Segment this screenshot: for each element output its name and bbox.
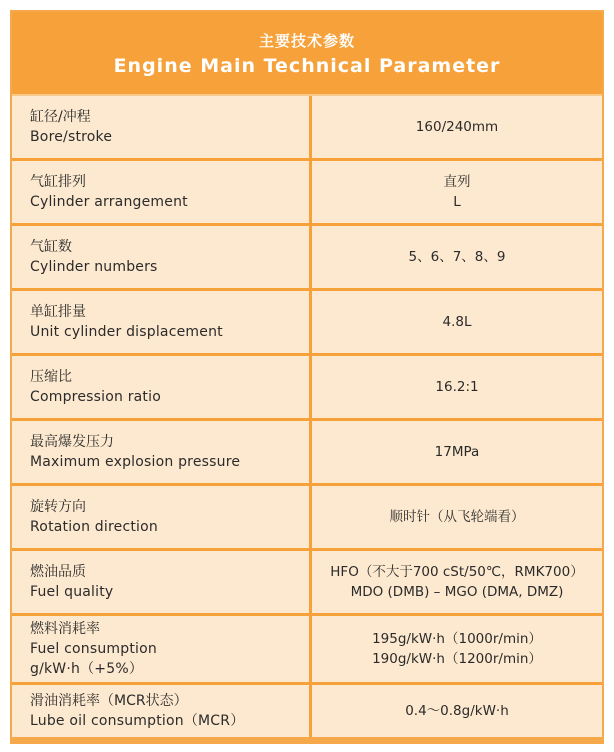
row-label <box>12 421 312 483</box>
row-value <box>312 486 602 548</box>
table-row <box>12 421 602 486</box>
label-en: Cylinder numbers <box>30 259 158 275</box>
label-zh: 单缸排量 <box>30 304 86 320</box>
table-row <box>12 161 602 226</box>
row-value <box>312 421 602 483</box>
label-zh: 最高爆发压力 <box>30 434 114 450</box>
value-line: MDO (DMB) – MGO (DMA, DMZ) <box>350 584 564 600</box>
value-line: 0.4～0.8g/kW·h <box>405 703 509 719</box>
value-line: 195g/kW·h（1000r/min） <box>372 631 542 647</box>
table-row <box>12 685 602 737</box>
row-label <box>12 685 312 737</box>
parameter-table <box>10 10 604 744</box>
label-en: Fuel consumption <box>30 641 157 657</box>
label-zh: 气缸数 <box>30 239 72 255</box>
row-value <box>312 96 602 158</box>
label-zh: 燃油品质 <box>30 564 86 580</box>
row-label <box>12 356 312 418</box>
row-label <box>12 616 312 682</box>
value-line: 190g/kW·h（1200r/min） <box>372 651 542 667</box>
table-row <box>12 96 602 161</box>
value-line: 16.2:1 <box>435 379 479 395</box>
label-en: Compression ratio <box>30 389 161 405</box>
label-unit: g/kW·h（+5%） <box>30 661 144 677</box>
label-zh: 压缩比 <box>30 369 72 385</box>
table-header <box>12 12 602 96</box>
label-zh: 气缸排列 <box>30 174 86 190</box>
value-line: L <box>453 194 461 210</box>
title-zh: 主要技术参数 <box>258 31 355 50</box>
table-row <box>12 226 602 291</box>
row-label <box>12 161 312 223</box>
row-label <box>12 486 312 548</box>
label-zh: 滑油消耗率（MCR状态） <box>30 693 188 709</box>
row-value <box>312 161 602 223</box>
value-line: 160/240mm <box>415 119 499 135</box>
value-line: HFO（不大于700 cSt/50℃，RMK700） <box>330 564 584 580</box>
value-line: 4.8L <box>442 314 472 330</box>
table-row <box>12 551 602 616</box>
table-row <box>12 291 602 356</box>
value-line: 5、6、7、8、9 <box>408 249 506 265</box>
row-value <box>312 616 602 682</box>
label-en: Bore/stroke <box>30 129 113 145</box>
row-label <box>12 551 312 613</box>
row-label <box>12 96 312 158</box>
table-row <box>12 616 602 685</box>
table-row <box>12 356 602 421</box>
row-value <box>312 685 602 737</box>
table-row <box>12 486 602 551</box>
label-en: Fuel quality <box>30 584 114 600</box>
row-value <box>312 356 602 418</box>
label-en: Cylinder arrangement <box>30 194 188 210</box>
label-en: Maximum explosion pressure <box>30 454 241 470</box>
title-en: Engine Main Technical Parameter <box>113 54 501 77</box>
label-zh: 旋转方向 <box>30 499 86 515</box>
label-zh: 缸径/冲程 <box>30 109 91 125</box>
row-value <box>312 291 602 353</box>
label-zh: 燃料消耗率 <box>30 621 100 637</box>
row-value <box>312 551 602 613</box>
row-label <box>12 291 312 353</box>
label-en: Lube oil consumption（MCR） <box>30 713 245 729</box>
value-line: 顺时针（从飞轮端看） <box>389 509 525 525</box>
row-label <box>12 226 312 288</box>
label-en: Unit cylinder displacement <box>30 324 223 340</box>
value-line: 17MPa <box>434 444 480 460</box>
value-line: 直列 <box>443 174 471 190</box>
label-en: Rotation direction <box>30 519 158 535</box>
row-value <box>312 226 602 288</box>
